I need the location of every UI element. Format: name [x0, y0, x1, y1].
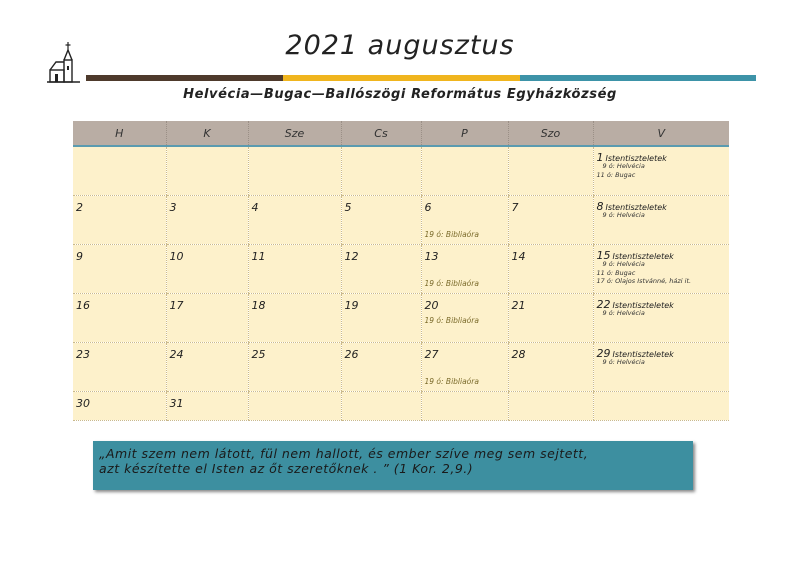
event-item: 9 ó: Helvécia	[602, 309, 645, 317]
day-cell[interactable]	[73, 146, 166, 196]
day-number: 14	[511, 250, 526, 263]
week-row	[73, 245, 729, 294]
event-item: 17 ó: Olajos Istvánné, házi it.	[596, 277, 692, 285]
day-number: 6	[424, 201, 432, 214]
day-cell[interactable]	[593, 146, 729, 196]
event-list	[597, 162, 645, 179]
event-list	[597, 309, 645, 318]
page-title: 2021 augusztus	[285, 30, 515, 61]
day-cell[interactable]	[593, 294, 729, 343]
bible-study-event: 19 ó: Bibliaóra	[424, 279, 479, 288]
event-item: 11 ó: Bugac	[596, 170, 636, 179]
service-label: Istentiszteletek	[612, 252, 674, 261]
weekday-label: K	[166, 121, 248, 146]
event-item: 9 ó: Helvécia	[602, 162, 645, 170]
day-number: 11	[251, 250, 266, 263]
day-cell[interactable]	[421, 146, 508, 196]
day-cell[interactable]	[593, 392, 729, 421]
day-cell[interactable]	[508, 392, 593, 421]
day-number-value: 29	[596, 347, 611, 360]
day-number: 26	[344, 348, 359, 361]
day-cell[interactable]	[508, 196, 593, 245]
day-number: 2	[76, 201, 83, 214]
day-cell[interactable]	[341, 343, 421, 392]
day-number: 28	[511, 348, 526, 361]
day-cell[interactable]	[508, 245, 593, 294]
day-cell[interactable]	[341, 294, 421, 343]
day-cell[interactable]	[166, 196, 248, 245]
week-row	[73, 146, 729, 196]
day-number-value: 15	[596, 249, 611, 262]
day-cell[interactable]	[248, 146, 341, 196]
bible-study-event: 19 ó: Bibliaóra	[424, 316, 479, 325]
weekday-label: H	[73, 121, 166, 146]
day-cell[interactable]	[421, 196, 508, 245]
day-cell[interactable]	[166, 245, 248, 294]
quote-line-1: „Amit szem nem látott, fül nem hallott, és ember szíve meg sem sejtett,	[99, 446, 589, 461]
day-number: 23	[76, 348, 90, 361]
blue-bar	[520, 75, 756, 81]
day-cell[interactable]	[166, 392, 248, 421]
day-cell[interactable]	[593, 343, 729, 392]
week-row	[73, 294, 729, 343]
church-icon	[46, 40, 82, 86]
day-cell[interactable]	[73, 196, 166, 245]
day-cell[interactable]	[341, 392, 421, 421]
event-list	[597, 211, 645, 220]
bible-study-event: 19 ó: Bibliaóra	[424, 230, 479, 239]
day-number: 31	[169, 397, 184, 410]
day-number: 25	[251, 348, 266, 361]
week-row	[73, 196, 729, 245]
day-cell[interactable]	[166, 343, 248, 392]
day-number: 5	[344, 201, 352, 214]
day-number: 10	[169, 250, 184, 263]
day-number: 9	[76, 250, 83, 263]
day-cell[interactable]	[73, 294, 166, 343]
day-cell[interactable]	[73, 245, 166, 294]
day-cell[interactable]	[248, 245, 341, 294]
congregation-name: Helvécia—Bugac—Ballószögi Református Egyházközség	[183, 87, 617, 102]
day-cell[interactable]	[421, 245, 508, 294]
yellow-bar	[283, 75, 520, 81]
day-cell[interactable]	[421, 392, 508, 421]
day-number: 30	[76, 397, 90, 410]
day-cell[interactable]	[341, 196, 421, 245]
day-cell[interactable]	[508, 294, 593, 343]
day-cell[interactable]	[508, 343, 593, 392]
day-number: 21	[511, 299, 526, 312]
event-list	[597, 260, 692, 286]
day-cell[interactable]	[166, 146, 248, 196]
day-number: 18	[251, 299, 266, 312]
day-number: 19	[344, 299, 359, 312]
day-number: 12	[344, 250, 359, 263]
brown-bar	[86, 75, 283, 81]
event-item: 11 ó: Bugac	[596, 268, 636, 277]
day-cell[interactable]	[593, 196, 729, 245]
week-row	[73, 343, 729, 392]
weekday-label: V	[593, 121, 729, 146]
day-number-value: 22	[596, 298, 611, 311]
day-number: 24	[169, 348, 184, 361]
day-cell[interactable]	[341, 146, 421, 196]
weekday-label: Sze	[248, 121, 341, 146]
service-label: Istentiszteletek	[612, 301, 674, 310]
service-label: Istentiszteletek	[612, 350, 674, 359]
day-number: 20	[424, 299, 439, 312]
event-item: 9 ó: Helvécia	[602, 211, 645, 219]
day-cell[interactable]	[73, 392, 166, 421]
quote-line-2: azt készítette el Isten az őt szeretőknek . ” (1 Kor. 2,9.)	[99, 461, 474, 476]
weekday-header	[73, 121, 729, 146]
day-number: 13	[424, 250, 439, 263]
day-cell[interactable]	[248, 343, 341, 392]
calendar-grid	[73, 121, 729, 421]
day-cell[interactable]	[166, 294, 248, 343]
bible-quote	[93, 441, 693, 490]
day-cell[interactable]	[508, 146, 593, 196]
day-cell[interactable]	[73, 343, 166, 392]
day-cell[interactable]	[341, 245, 421, 294]
day-number: 7	[511, 201, 519, 214]
bible-study-event: 19 ó: Bibliaóra	[424, 377, 479, 386]
color-bars	[86, 75, 756, 81]
weekday-label: Cs	[341, 121, 421, 146]
event-item: 9 ó: Helvécia	[602, 358, 645, 366]
day-number-value: 8	[596, 200, 604, 213]
day-number: 16	[76, 299, 90, 312]
service-label: Istentiszteletek	[605, 203, 667, 212]
week-row	[73, 392, 729, 421]
day-cell[interactable]	[421, 294, 508, 343]
weekday-label: P	[421, 121, 508, 146]
day-number-value: 1	[596, 151, 604, 164]
day-number: 3	[169, 201, 177, 214]
day-cell[interactable]	[248, 196, 341, 245]
day-number: 27	[424, 348, 439, 361]
day-cell[interactable]	[593, 245, 729, 294]
day-cell[interactable]	[248, 392, 341, 421]
day-cell[interactable]	[421, 343, 508, 392]
event-list	[597, 358, 645, 367]
service-label: Istentiszteletek	[605, 154, 667, 163]
day-number: 4	[251, 201, 259, 214]
event-item: 9 ó: Helvécia	[602, 260, 645, 268]
day-cell[interactable]	[248, 294, 341, 343]
weekday-label: Szo	[508, 121, 593, 146]
day-number: 17	[169, 299, 184, 312]
